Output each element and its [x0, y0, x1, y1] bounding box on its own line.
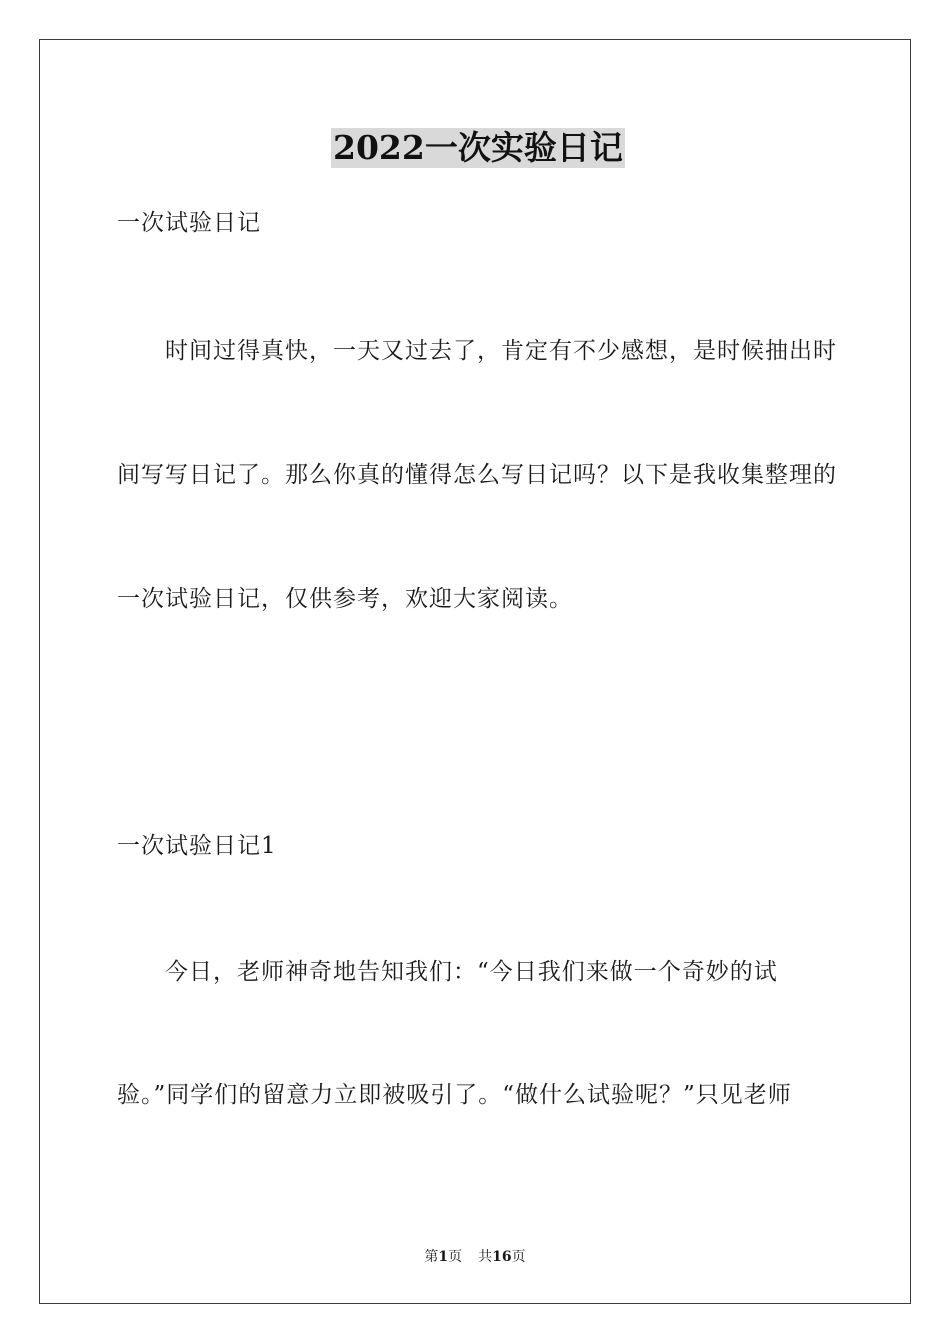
document-title: 2022一次实验日记: [333, 128, 623, 167]
section-line-2: 验。”同学们的留意力立即被吸引了。“做什么试验呢？”只见老师: [117, 1082, 792, 1108]
footer-page-suffix: 页: [448, 1249, 463, 1265]
page-footer: [0, 1248, 950, 1266]
intro-line-1: 时间过得真快，一天又过去了，肯定有不少感想，是时候抽出时: [165, 338, 837, 364]
footer-total-suffix: 页: [511, 1249, 526, 1265]
document-subtitle: 一次试验日记: [117, 210, 261, 236]
footer-page-prefix: 第: [424, 1249, 439, 1265]
footer-total-pages: 16: [492, 1249, 512, 1265]
intro-line-3: 一次试验日记，仅供参考，欢迎大家阅读。: [117, 586, 573, 612]
section-heading: 一次试验日记1: [117, 833, 277, 859]
intro-line-2: 间写写日记了。那么你真的懂得怎么写日记吗？以下是我收集整理的: [117, 462, 837, 488]
section-line-1: 今日，老师神奇地告知我们：“今日我们来做一个奇妙的试: [165, 959, 778, 985]
footer-page-number: 1: [438, 1249, 449, 1265]
footer-total-prefix: 共: [478, 1249, 493, 1265]
